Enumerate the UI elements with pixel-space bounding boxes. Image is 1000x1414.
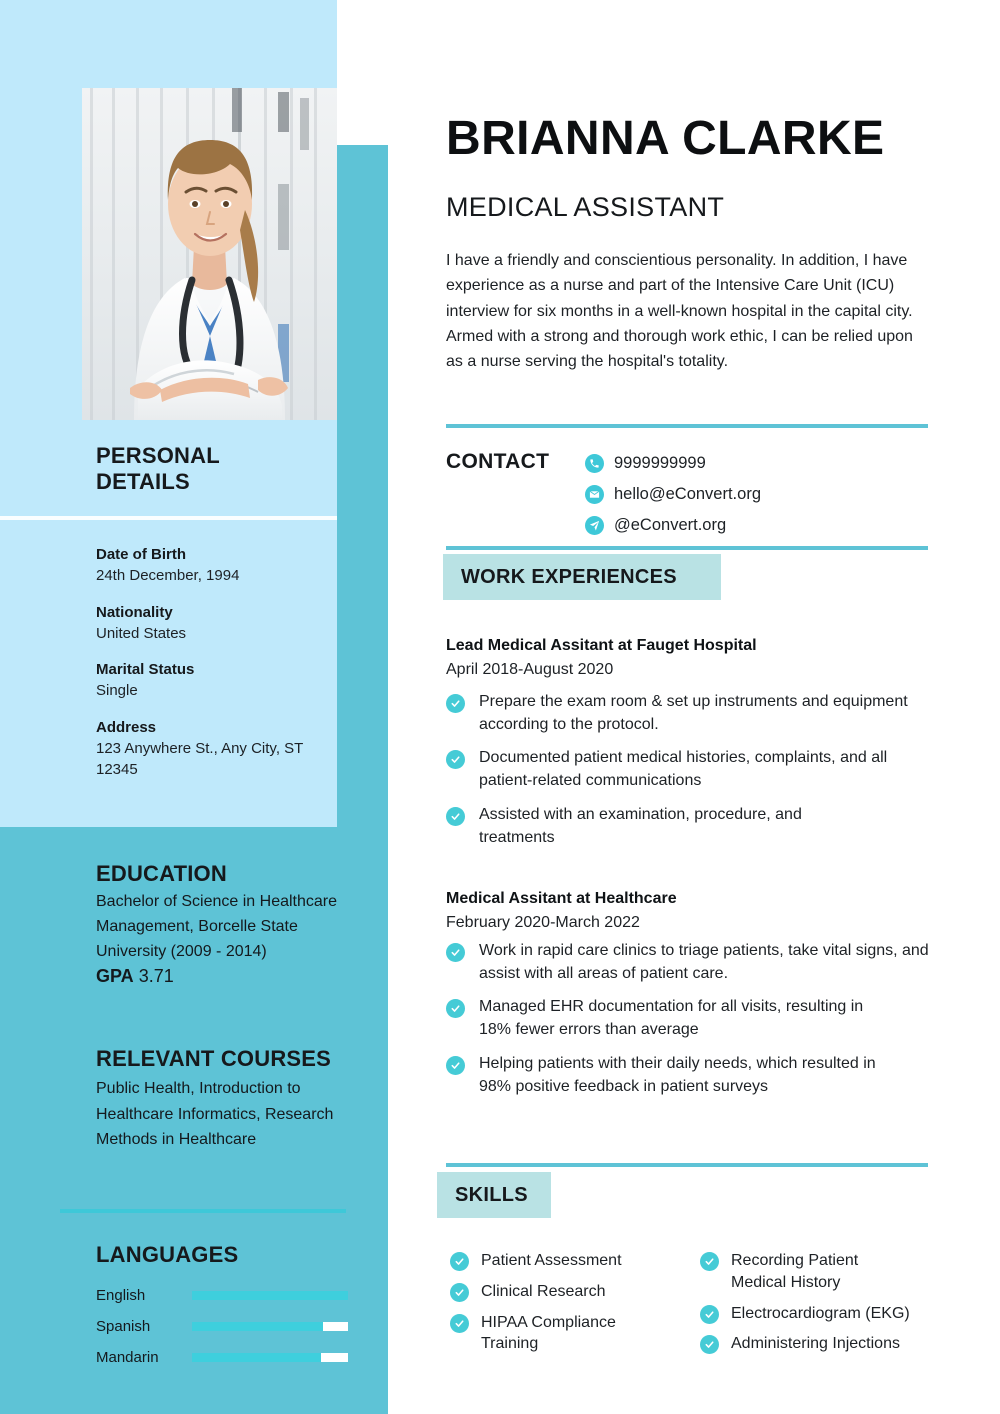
check-circle-icon <box>446 807 465 826</box>
check-circle-icon <box>446 750 465 769</box>
skill-item <box>450 1312 700 1356</box>
check-circle-icon <box>700 1335 719 1354</box>
bullet-text: Assisted with an examination, procedure, and treatments <box>479 805 802 846</box>
contact-list <box>585 448 761 541</box>
personal-detail-label: Date of Birth <box>96 546 186 563</box>
language-level-fill <box>192 1291 348 1300</box>
language-row <box>96 1311 366 1342</box>
contact-handle-value: @eConvert.org <box>614 516 727 534</box>
check-circle-icon <box>446 999 465 1018</box>
contact-email[interactable] <box>585 479 761 510</box>
bullet-item <box>446 996 941 1041</box>
skill-item <box>700 1250 950 1294</box>
language-row <box>96 1342 366 1373</box>
personal-detail-value: Single <box>96 682 138 700</box>
page-title: BRIANNA CLARKE <box>446 112 885 165</box>
personal-detail-item <box>96 602 326 645</box>
skills-column-right <box>700 1250 950 1364</box>
language-level-bar <box>192 1322 348 1331</box>
work-entry-title: Medical Assitant at Healthcare <box>446 890 677 907</box>
profile-photo <box>82 88 337 420</box>
skill-text: Recording Patient Medical History <box>731 1252 859 1291</box>
work-entry-date: February 2020-March 2022 <box>446 913 640 931</box>
phone-icon <box>585 454 604 473</box>
personal-detail-value: 123 Anywhere St., Any City, ST 12345 <box>96 740 304 779</box>
education-section <box>96 861 346 987</box>
relevant-courses-section <box>96 1046 346 1153</box>
relevant-courses-body: Public Health, Introduction to Healthcare Informatics, Research Methods in Healthcare <box>96 1079 334 1149</box>
check-circle-icon <box>450 1314 469 1333</box>
bullet-item <box>446 691 941 736</box>
check-circle-icon <box>446 943 465 962</box>
check-circle-icon <box>700 1305 719 1324</box>
personal-detail-label: Marital Status <box>96 661 195 679</box>
check-circle-icon <box>446 694 465 713</box>
profile-summary: I have a friendly and conscientious personality. In addition, I have experience as a nurse and part of the Intensive Care Unit (ICU) interview for six months in a well-known hospital in the capital city. Armed with a strong and thorough work ethic, I can be relied upon as a nurse serving the hospital's totality. <box>446 252 913 371</box>
language-name: Mandarin <box>96 1348 159 1366</box>
gpa-label: GPA <box>96 966 134 987</box>
rule-above-skills <box>446 1163 928 1167</box>
bullet-text: Helping patients with their daily needs, which resulted in 98% positive feedback in patient surveys <box>479 1054 876 1095</box>
sidebar-accent-strip <box>337 145 388 827</box>
personal-detail-item <box>96 659 326 702</box>
skills-heading-text: SKILLS <box>455 1183 528 1206</box>
contact-phone[interactable] <box>585 448 761 479</box>
bullet-item <box>446 940 941 985</box>
contact-phone-value: 9999999999 <box>614 454 706 472</box>
skill-text: Clinical Research <box>481 1282 606 1300</box>
check-circle-icon <box>450 1252 469 1271</box>
language-row <box>96 1280 366 1311</box>
check-circle-icon <box>446 1056 465 1075</box>
contact-email-value: hello@eConvert.org <box>614 485 761 503</box>
contact-heading: CONTACT <box>446 450 550 473</box>
skill-text: Electrocardiogram (EKG) <box>731 1304 910 1322</box>
language-level-bar <box>192 1353 348 1362</box>
personal-detail-value: 24th December, 1994 <box>96 567 240 585</box>
bullet-item <box>446 804 941 849</box>
languages-section <box>96 1242 366 1373</box>
skill-text: Patient Assessment <box>481 1252 622 1269</box>
education-gpa <box>96 966 346 987</box>
skills-heading <box>437 1172 551 1218</box>
work-experiences-heading-text: WORK EXPERIENCES <box>461 565 677 588</box>
paper-plane-icon <box>585 516 604 535</box>
bullet-item <box>446 1053 941 1098</box>
languages-heading: LANGUAGES <box>96 1242 239 1267</box>
education-body: Bachelor of Science in Healthcare Management, Borcelle State University (2009 - 2014) <box>96 892 338 960</box>
personal-detail-label: Nationality <box>96 603 173 621</box>
personal-detail-item <box>96 717 326 781</box>
skills-list <box>450 1250 950 1364</box>
bullet-text: Documented patient medical histories, complaints, and all patient-related communications <box>479 749 888 790</box>
bullet-text: Managed EHR documentation for all visits, resulting in 18% fewer errors than average <box>479 998 864 1039</box>
skill-text: Administering Injections <box>731 1335 900 1353</box>
rule-above-work <box>446 546 928 550</box>
work-entry <box>446 636 941 860</box>
personal-details-heading-line2: DETAILS <box>96 468 190 494</box>
check-circle-icon <box>450 1283 469 1302</box>
skill-item <box>700 1333 950 1355</box>
personal-details-list <box>96 544 326 796</box>
work-entry <box>446 889 941 1109</box>
envelope-icon <box>585 485 604 504</box>
work-entry-title: Lead Medical Assitant at Fauget Hospital <box>446 637 757 654</box>
skills-column-left <box>450 1250 700 1364</box>
check-circle-icon <box>700 1252 719 1271</box>
language-level-fill <box>192 1353 321 1362</box>
language-name: English <box>96 1286 146 1304</box>
rule-above-contact <box>446 424 928 428</box>
language-name: Spanish <box>96 1317 151 1335</box>
skill-item <box>450 1250 700 1272</box>
relevant-courses-heading: RELEVANT COURSES <box>96 1046 332 1071</box>
sidebar-divider-top <box>0 516 337 520</box>
skill-item <box>450 1281 700 1303</box>
job-role-subtitle: MEDICAL ASSISTANT <box>446 192 725 222</box>
personal-details-heading-line1: PERSONAL <box>96 443 220 468</box>
language-level-bar <box>192 1291 348 1300</box>
gpa-value: 3.71 <box>138 966 174 987</box>
bullet-text: Work in rapid care clinics to triage patients, take vital signs, and assist with all areas of patient care. <box>479 941 929 982</box>
skill-item <box>700 1303 950 1325</box>
bullet-item <box>446 747 941 792</box>
work-entry-bullets <box>446 940 941 1098</box>
work-entry-date: April 2018-August 2020 <box>446 660 614 678</box>
sidebar-divider-languages <box>60 1209 346 1213</box>
personal-detail-label: Address <box>96 718 157 736</box>
personal-detail-value: United States <box>96 624 187 642</box>
contact-handle[interactable] <box>585 510 761 541</box>
education-heading: EDUCATION <box>96 861 227 886</box>
bullet-text: Prepare the exam room & set up instruments and equipment according to the protocol. <box>479 692 908 733</box>
work-experiences-heading <box>443 554 721 600</box>
work-entry-bullets <box>446 691 941 849</box>
language-level-fill <box>192 1322 323 1331</box>
personal-details-heading <box>96 443 220 495</box>
personal-detail-item <box>96 544 326 587</box>
skill-text: HIPAA Compliance Training <box>481 1313 616 1353</box>
